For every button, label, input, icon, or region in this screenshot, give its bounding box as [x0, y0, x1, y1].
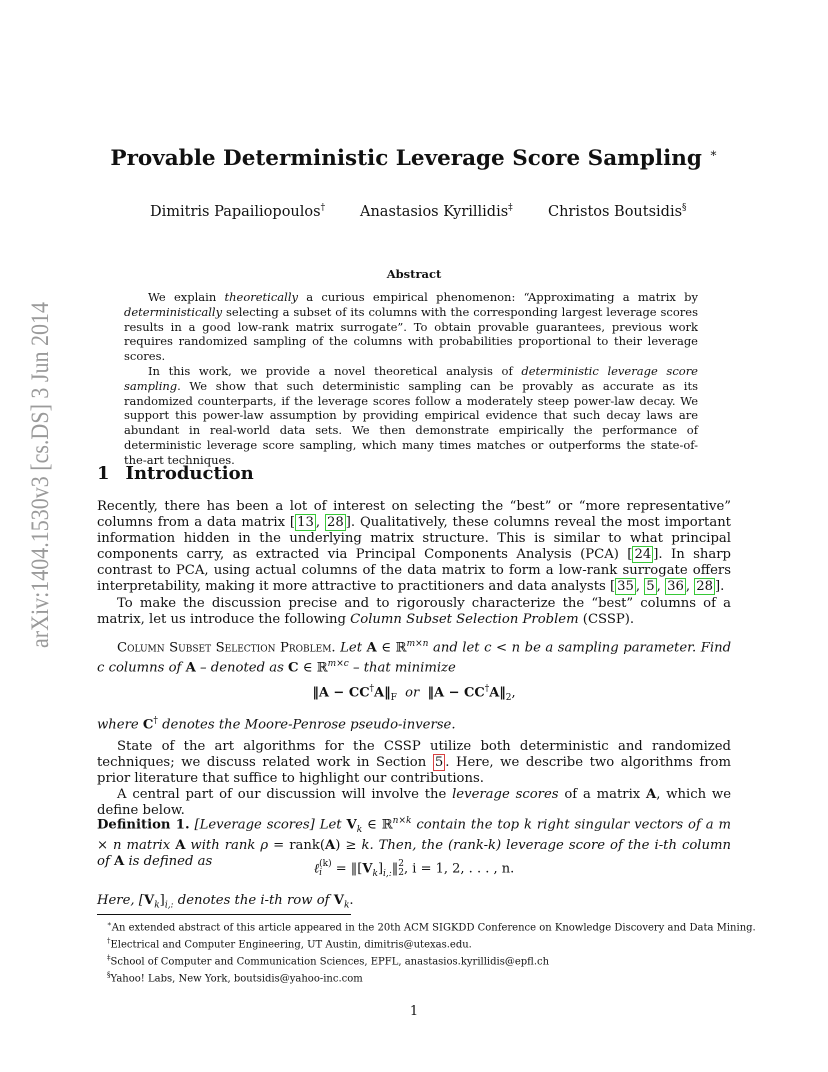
citation-link[interactable]: 28 [326, 515, 344, 531]
row-notation-note: Here, $[V_k]_{i,:}$ denotes the i-th row of $V_k$. [97, 893, 354, 911]
footnotes [107, 918, 756, 986]
pseudo-inverse-note: where C† denotes the Moore-Penrose pseudo-inverse. [97, 716, 456, 733]
intro-paragraph-3: State of the art algorithms for the CSSP utilize both deterministic and randomized techniques; we discuss related work in Section 5 . Here, we describe two algorithms from prior literature that suffice to highlight our contributions. [97, 739, 731, 787]
cssp-label: Column Subset Selection Problem. [117, 640, 336, 656]
section-title: Introduction [125, 463, 254, 484]
intro-paragraph-1: Recently, there has been a lot of interest on selecting the “best” or “more representative” columns from a data matrix [ 13 , 28 ]. Qualitatively, these columns reveal the most important information hidden in the underlying matrix structure. This is similar to what principal components carry, as extracted via Principal Components Analysis (PCA) [ 24 ]. In sharp contrast to PCA, using actual columns of the data matrix to form a low-rank surrogate offers interpretability, making it more attractive to practitioners and data analysts [ 35 , 5 , 36 , 28 ]. [97, 499, 731, 595]
equation-cssp-objective: ‖A − $CC^\dagger A‖_F$ or ‖A − $CC^\dagger A‖_2$, [312, 684, 516, 703]
footnote: ∗An extended abstract of this article appeared in the 20th ACM SIGKDD Conference on Knowledge Discovery and Data Mining. [107, 920, 756, 934]
section-heading [97, 463, 254, 484]
author-2: Anastasios Kyrillidis‡ [360, 203, 513, 220]
title-text: Provable Deterministic Leverage Score Sampling [110, 146, 702, 172]
citation-link[interactable]: 28 [696, 579, 714, 595]
page-number: 1 [409, 1004, 419, 1019]
citation-link[interactable]: 5 [646, 579, 655, 595]
section-number: 1 [97, 463, 110, 484]
cssp-statement: Column Subset Selection Problem. Let A ∈ ℝ$^{m\times n}$ and let c < n be a sampling parameter. Find c columns of A – denoted as C ∈ ℝ$^{m\times c}$ – that minimize [97, 639, 732, 676]
abstract-paragraph-2: In this work, we provide a novel theoretical analysis of deterministic leverage score sampling. We show that such deterministic sampling can be provably as accurate as its randomized counterparts, if the leverage scores follow a moderately steep power-law decay. We support this power-law assumption by providing empirical evidence that such decay laws are abundant in real-world data sets. We then demonstrate empirically the performance of deterministic leverage score sampling, which many times matches or outperforms the state-of-the-art techniques. [124, 363, 698, 467]
arxiv-identifier: arXiv:1404.1530v3 [cs.DS] 3 Jun 2014 [27, 300, 54, 648]
author-3: Christos Boutsidis§ [548, 203, 687, 220]
citation-link[interactable]: 24 [634, 547, 652, 563]
title-footnote-mark: ∗ [709, 146, 718, 160]
definition-leverage-scores: Definition 1. [Leverage scores] Let $V_k$ ∈ ℝ$^{n\times k}$ contain the top k right singular vectors of a m × n matrix A with rank ρ = rank(A) ≥ k. Then, the (rank-k) leverage score of the i-th column of A is defined as [97, 816, 732, 870]
definition-label: Definition 1. [97, 817, 190, 833]
abstract-heading: Abstract [386, 267, 442, 281]
equation-leverage-score: ℓ (k) i = $‖[V_k]_{i,:}‖$ 2 2 , i = 1, 2, . . . , n. [313, 859, 515, 880]
citation-link[interactable]: 36 [667, 579, 684, 595]
intro-paragraph-2: To make the discussion precise and to rigorously characterize the “best” columns of a matrix, let us introduce the following Column Subset Selection Problem (CSSP). [97, 596, 731, 628]
citation-link[interactable]: 13 [297, 515, 314, 531]
author-1: Dimitris Papailiopoulos† [150, 203, 326, 220]
paper-title [0, 146, 828, 171]
section-reference-link[interactable]: 5 [434, 755, 444, 771]
abstract-paragraph-1: We explain theoretically a curious empirical phenomenon: “Approximating a matrix by deterministically selecting a subset of its columns with the corresponding largest leverage scores results in a good low-rank matrix surrogate”. To obtain provable guarantees, previous work requires randomized sampling of the columns with probabilities proportional to their leverage scores. [124, 290, 698, 364]
intro-paragraph-4: A central part of our discussion will involve the leverage scores of a matrix A, which we define below. [97, 787, 732, 819]
footnote: ‡School of Computer and Communication Sciences, EPFL, anastasios.kyrillidis@epfl.ch [107, 954, 550, 968]
footnote: §Yahoo! Labs, New York, boutsidis@yahoo-inc.com [107, 971, 363, 985]
footnote: †Electrical and Computer Engineering, UT Austin, dimitris@utexas.edu. [107, 937, 472, 951]
abstract-body [124, 290, 698, 468]
arxiv-sidebar-stamp [14, 300, 58, 650]
citation-link[interactable]: 35 [617, 579, 634, 595]
footnote-rule [97, 914, 351, 915]
